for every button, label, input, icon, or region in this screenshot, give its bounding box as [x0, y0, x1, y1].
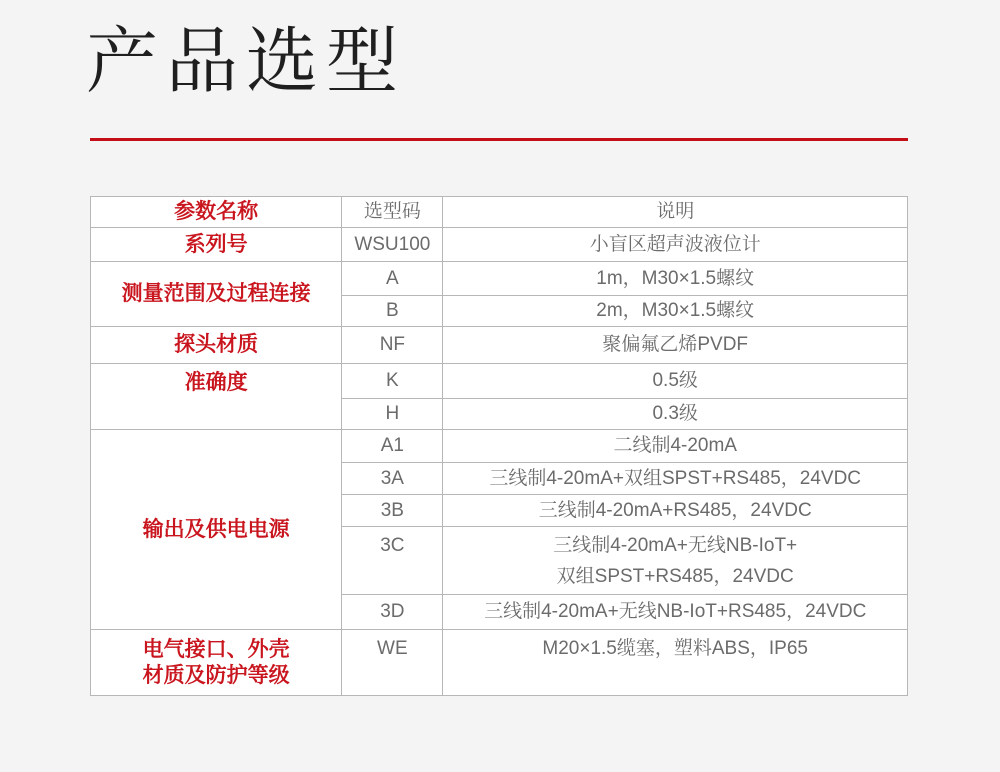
desc-cell: 三线制4-20mA+RS485，24VDC [443, 495, 908, 527]
label-line-2: 材质及防护等级 [142, 663, 290, 687]
code-cell: H [342, 399, 443, 430]
header-cell-param-name: 参数名称 [91, 197, 342, 228]
page-title: 产品选型 [86, 22, 407, 102]
table-row-output-a1 [91, 430, 908, 463]
code-cell: NF [342, 327, 443, 364]
code-cell: K [342, 364, 443, 399]
title-divider-line [90, 138, 908, 141]
table-row-accuracy-k [91, 364, 908, 399]
desc-cell [443, 527, 908, 595]
param-label-cell [91, 630, 342, 696]
desc-line-1: 三线制4-20mA+无线NB-IoT+ [553, 534, 798, 556]
desc-cell: 三线制4-20mA+无线NB-IoT+RS485，24VDC [443, 595, 908, 630]
table-header-row [91, 197, 908, 228]
code-cell: WSU100 [342, 228, 443, 262]
desc-line-2: 双组SPST+RS485，24VDC [556, 565, 794, 587]
param-label-cell: 测量范围及过程连接 [91, 262, 342, 327]
header-cell-desc: 说明 [443, 197, 908, 228]
desc-cell: 小盲区超声波液位计 [443, 228, 908, 262]
desc-cell: 二线制4-20mA [443, 430, 908, 463]
code-cell: B [342, 296, 443, 327]
code-cell: 3B [342, 495, 443, 527]
page-content [86, 0, 908, 696]
table-row-series [91, 228, 908, 262]
table-row-probe-material [91, 327, 908, 364]
code-cell: 3A [342, 463, 443, 495]
desc-cell: 三线制4-20mA+双组SPST+RS485，24VDC [443, 463, 908, 495]
code-cell: A [342, 262, 443, 296]
param-label-cell: 系列号 [91, 228, 342, 262]
header-cell-code: 选型码 [342, 197, 443, 228]
desc-cell: M20×1.5缆塞，塑料ABS，IP65 [443, 630, 908, 696]
table-row-range-a [91, 262, 908, 296]
desc-cell: 1m，M30×1.5螺纹 [443, 262, 908, 296]
code-cell: A1 [342, 430, 443, 463]
code-cell: 3C [342, 527, 443, 595]
param-label-cell: 探头材质 [91, 327, 342, 364]
desc-cell: 2m，M30×1.5螺纹 [443, 296, 908, 327]
desc-cell: 聚偏氟乙烯PVDF [443, 327, 908, 364]
param-label-cell: 准确度 [91, 364, 342, 430]
label-line-1: 电气接口、外壳 [142, 637, 290, 661]
param-label-cell: 输出及供电电源 [91, 430, 342, 630]
code-cell: 3D [342, 595, 443, 630]
table-row-electrical-we [91, 630, 908, 696]
desc-cell: 0.5级 [443, 364, 908, 399]
code-cell: WE [342, 630, 443, 696]
product-selection-table [90, 196, 908, 696]
desc-cell: 0.3级 [443, 399, 908, 430]
